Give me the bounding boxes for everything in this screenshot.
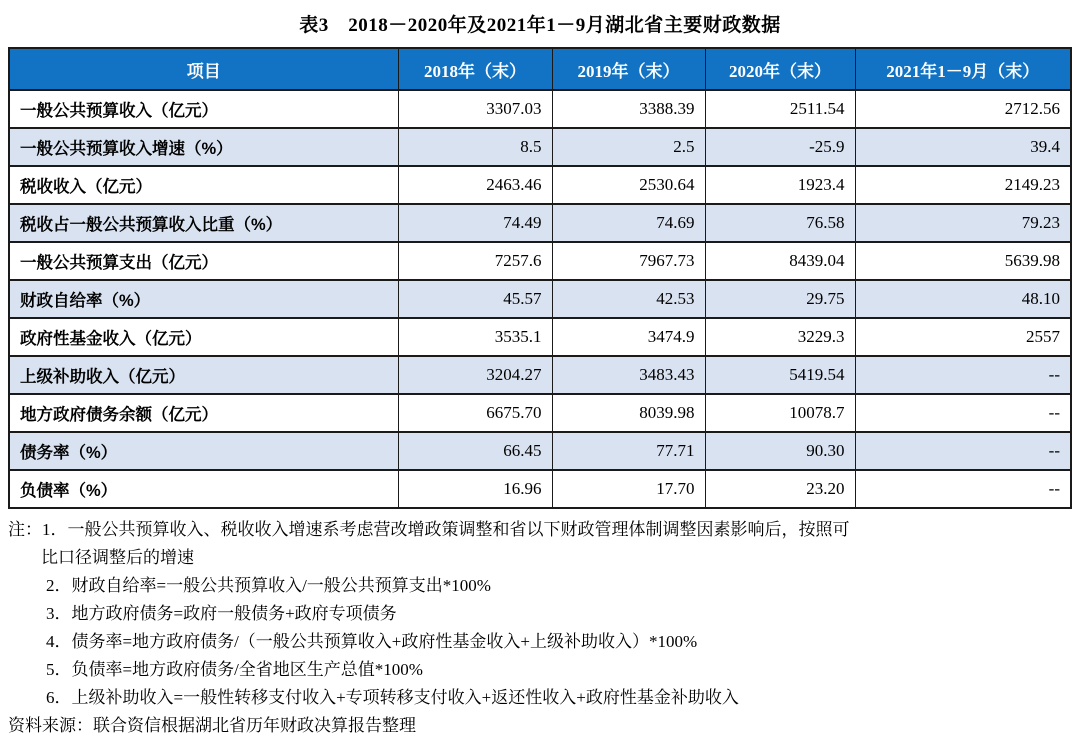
cell-value: 2712.56 [855,90,1071,128]
cell-value: 6675.70 [398,394,552,432]
cell-value: 2530.64 [552,166,705,204]
cell-value: 39.4 [855,128,1071,166]
note-line: 2．财政自给率=一般公共预算收入/一般公共预算支出*100% [46,576,491,595]
cell-value: 23.20 [705,470,855,508]
cell-value: 77.71 [552,432,705,470]
column-header: 2018年（末） [398,48,552,90]
table-row [9,356,1071,394]
cell-value: 8439.04 [705,242,855,280]
note-line: 4．债务率=地方政府债务/（一般公共预算收入+政府性基金收入+上级补助收入）*100% [46,632,698,651]
cell-value: 29.75 [705,280,855,318]
cell-value: 2.5 [552,128,705,166]
cell-value: -- [855,394,1071,432]
fiscal-data-table [8,47,1072,509]
cell-value: 66.45 [398,432,552,470]
table-title: 表3 2018－2020年及2021年1－9月湖北省主要财政数据 [299,15,781,36]
row-label: 债务率（%） [9,432,398,470]
cell-value: 8.5 [398,128,552,166]
row-label: 上级补助收入（亿元） [9,356,398,394]
column-header: 2021年1－9月（末） [855,48,1071,90]
row-label: 负债率（%） [9,470,398,508]
cell-value: 8039.98 [552,394,705,432]
cell-value: 2557 [855,318,1071,356]
column-header: 2020年（末） [705,48,855,90]
cell-value: 3474.9 [552,318,705,356]
cell-value: 3535.1 [398,318,552,356]
table-notes [8,516,1072,712]
table-row [9,128,1071,166]
cell-value: 45.57 [398,280,552,318]
table-row [9,280,1071,318]
row-label: 一般公共预算收入（亿元） [9,90,398,128]
cell-value: -- [855,470,1071,508]
cell-value: 3204.27 [398,356,552,394]
cell-value: 2463.46 [398,166,552,204]
cell-value: 7967.73 [552,242,705,280]
cell-value: 3483.43 [552,356,705,394]
table-row [9,90,1071,128]
cell-value: 74.69 [552,204,705,242]
table-row [9,204,1071,242]
table-row [9,242,1071,280]
row-label: 政府性基金收入（亿元） [9,318,398,356]
note-line: 注：1．一般公共预算收入、税收收入增速系考虑营改增政策调整和省以下财政管理体制调整因素影响后，按照可 [8,520,850,539]
table-header-row [9,48,1071,90]
cell-value: 42.53 [552,280,705,318]
cell-value: 76.58 [705,204,855,242]
table-row [9,394,1071,432]
cell-value: 7257.6 [398,242,552,280]
cell-value: 90.30 [705,432,855,470]
cell-value: 79.23 [855,204,1071,242]
cell-value: 5419.54 [705,356,855,394]
cell-value: 3307.03 [398,90,552,128]
cell-value: 1923.4 [705,166,855,204]
row-label: 财政自给率（%） [9,280,398,318]
cell-value: 17.70 [552,470,705,508]
source-line: 资料来源：联合资信根据湖北省历年财政决算报告整理 [8,716,416,735]
cell-value: 48.10 [855,280,1071,318]
cell-value: -- [855,356,1071,394]
note-line: 比口径调整后的增速 [41,548,194,567]
cell-value: -- [855,432,1071,470]
cell-value: 5639.98 [855,242,1071,280]
cell-value: 3229.3 [705,318,855,356]
cell-value: 10078.7 [705,394,855,432]
cell-value: 16.96 [398,470,552,508]
cell-value: -25.9 [705,128,855,166]
column-header: 2019年（末） [552,48,705,90]
note-line: 6．上级补助收入=一般性转移支付收入+专项转移支付收入+返还性收入+政府性基金补助收入 [46,688,739,707]
table-row [9,166,1071,204]
column-header: 项目 [9,48,398,90]
note-line: 5．负债率=地方政府债务/全省地区生产总值*100% [46,660,423,679]
note-line: 3．地方政府债务=政府一般债务+政府专项债务 [46,604,397,623]
row-label: 一般公共预算收入增速（%） [9,128,398,166]
cell-value: 2511.54 [705,90,855,128]
table-row [9,432,1071,470]
row-label: 一般公共预算支出（亿元） [9,242,398,280]
row-label: 地方政府债务余额（亿元） [9,394,398,432]
table-body [9,90,1071,508]
table-row [9,470,1071,508]
table-row [9,318,1071,356]
cell-value: 3388.39 [552,90,705,128]
row-label: 税收收入（亿元） [9,166,398,204]
cell-value: 74.49 [398,204,552,242]
row-label: 税收占一般公共预算收入比重（%） [9,204,398,242]
cell-value: 2149.23 [855,166,1071,204]
